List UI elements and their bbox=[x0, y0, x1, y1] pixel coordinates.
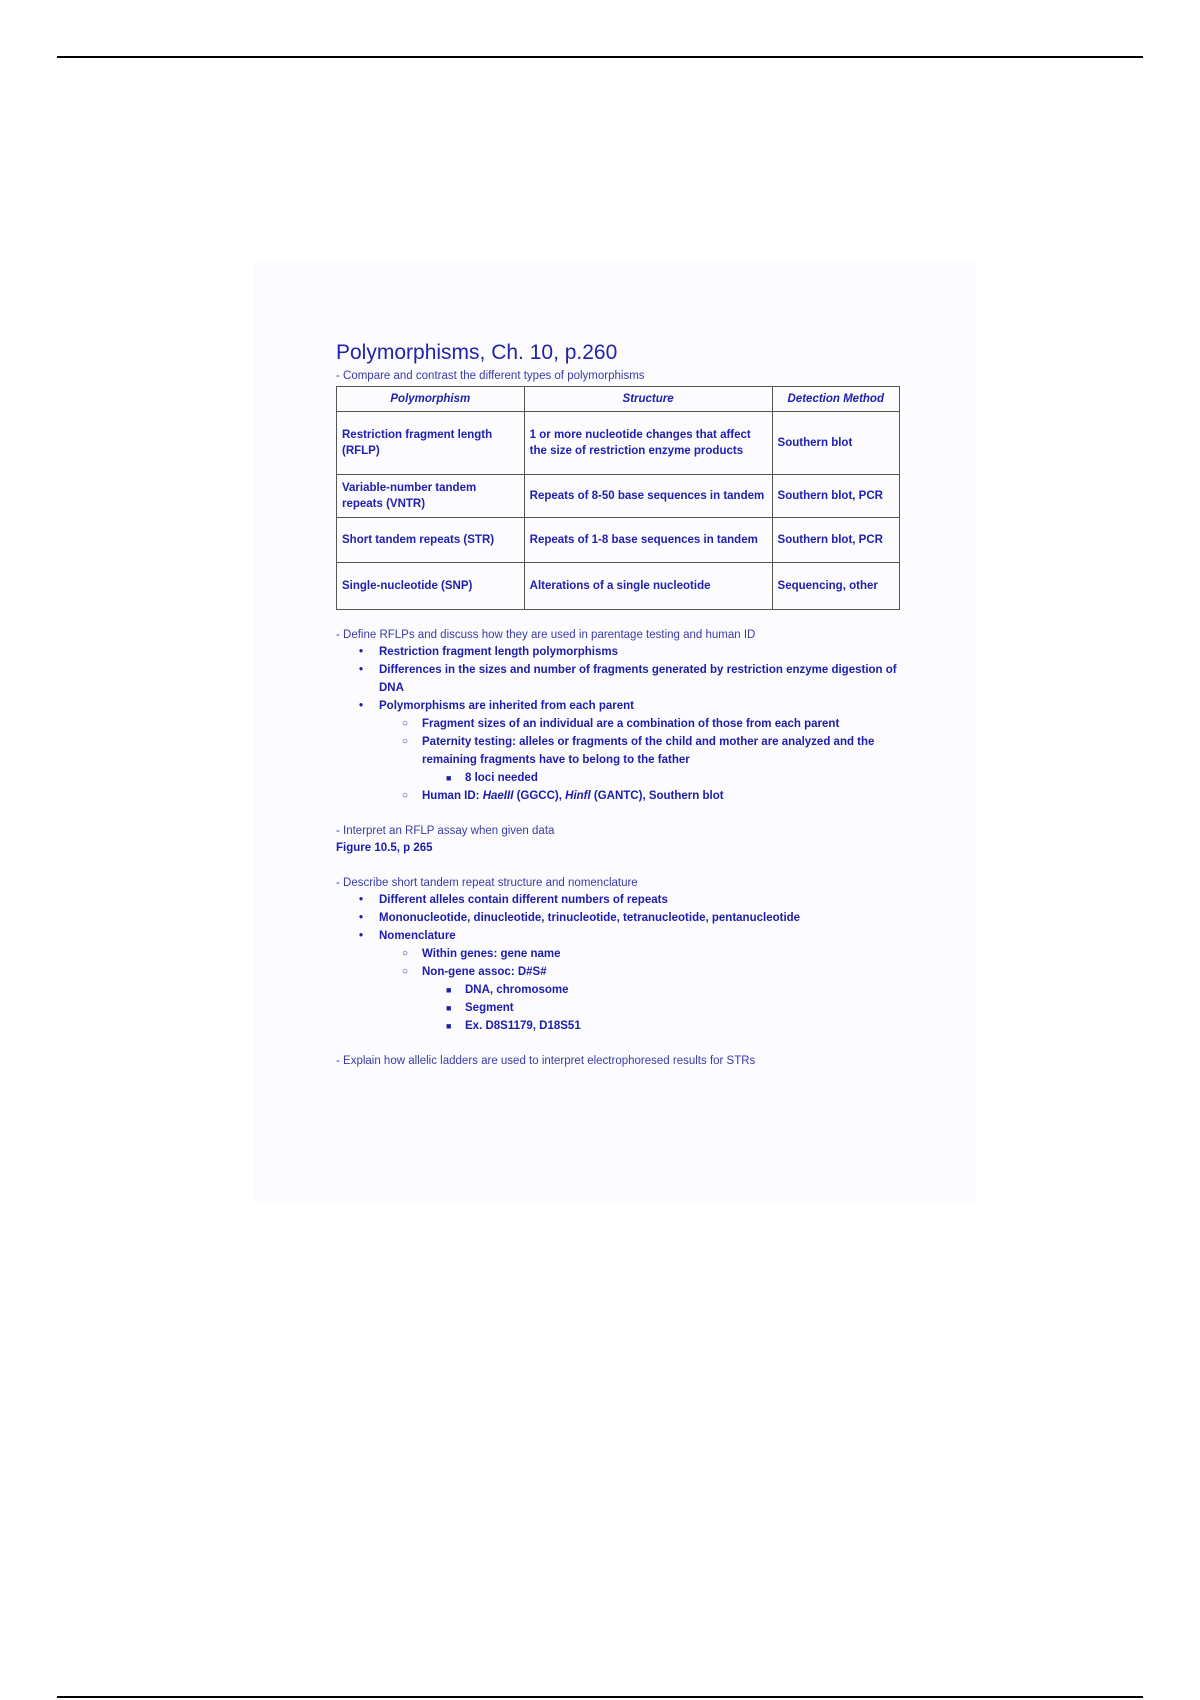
header-detection: Detection Method bbox=[772, 387, 899, 412]
rflp-sublist bbox=[379, 715, 902, 805]
list-item: ○ Paternity testing: alleles or fragments of the child and mother are analyzed and the remaining fragments have to belong to the father ■ 8 loci needed bbox=[379, 733, 902, 787]
document-content bbox=[336, 340, 902, 1069]
table-header-row bbox=[337, 387, 900, 412]
list-item: • Differences in the sizes and number of fragments generated by restriction enzyme digestion of DNA bbox=[336, 661, 902, 697]
list-item: • Nomenclature ○ Within genes: gene name ○ Non-gene assoc: D#S# ■ DNA, chromosome ■ Segment ■ Ex. D8S1179, D18S51 bbox=[336, 927, 902, 1035]
circle-bullet-icon: ○ bbox=[402, 736, 409, 747]
square-bullet-icon: ■ bbox=[446, 773, 452, 783]
cell-detection: Southern blot bbox=[772, 412, 899, 475]
list-item: ■ Segment bbox=[422, 999, 902, 1017]
rflp-list bbox=[336, 643, 902, 805]
list-item: • Restriction fragment length polymorphisms bbox=[336, 643, 902, 661]
bottom-rule bbox=[57, 1696, 1143, 1698]
ladders-section bbox=[336, 1053, 902, 1069]
circle-bullet-icon: ○ bbox=[402, 966, 409, 977]
bullet-icon: • bbox=[359, 700, 364, 712]
list-item: ■ Ex. D8S1179, D18S51 bbox=[422, 1017, 902, 1035]
cell-detection: Sequencing, other bbox=[772, 563, 899, 610]
cell-structure: Repeats of 8-50 base sequences in tandem bbox=[524, 475, 772, 518]
circle-bullet-icon: ○ bbox=[402, 790, 409, 801]
cell-polymorphism: Single-nucleotide (SNP) bbox=[337, 563, 525, 610]
str-section bbox=[336, 875, 902, 1035]
nomenclature-sublist bbox=[379, 945, 902, 1035]
compare-prompt: - Compare and contrast the different types of polymorphisms bbox=[336, 370, 645, 382]
list-item: ■ 8 loci needed bbox=[422, 769, 902, 787]
top-rule bbox=[57, 56, 1143, 58]
bullet-icon: • bbox=[359, 646, 364, 658]
cell-detection: Southern blot, PCR bbox=[772, 518, 899, 563]
bullet-icon: • bbox=[359, 894, 364, 906]
table-row bbox=[337, 475, 900, 518]
list-item: • Mononucleotide, dinucleotide, trinucleotide, tetranucleotide, pentanucleotide bbox=[336, 909, 902, 927]
non-gene-sublist bbox=[422, 981, 902, 1035]
list-item: • Different alleles contain different numbers of repeats bbox=[336, 891, 902, 909]
polymorphism-table bbox=[336, 386, 900, 610]
table-row bbox=[337, 518, 900, 563]
list-item: • Polymorphisms are inherited from each parent ○ Fragment sizes of an individual are a combination of those from each parent ○ Paternity testing: alleles or fragments of the child and mother are analyzed and the remaining fragments have to belong to the father ■ 8 loci needed ○ Human ID: HaeIII (GGCC), Hinfl (GANTC), Southern blot bbox=[336, 697, 902, 805]
list-item: ○ Human ID: HaeIII (GGCC), Hinfl (GANTC), Southern blot bbox=[379, 787, 902, 805]
rflp-prompt: - Define RFLPs and discuss how they are used in parentage testing and human ID bbox=[336, 629, 756, 641]
square-bullet-icon: ■ bbox=[446, 1003, 452, 1013]
rflp-section bbox=[336, 627, 902, 805]
header-polymorphism: Polymorphism bbox=[337, 387, 525, 412]
square-bullet-icon: ■ bbox=[446, 985, 452, 995]
bullet-icon: • bbox=[359, 912, 364, 924]
circle-bullet-icon: ○ bbox=[402, 718, 409, 729]
list-item: ○ Fragment sizes of an individual are a combination of those from each parent bbox=[379, 715, 902, 733]
circle-bullet-icon: ○ bbox=[402, 948, 409, 959]
list-item: ■ DNA, chromosome bbox=[422, 981, 902, 999]
cell-structure: Repeats of 1-8 base sequences in tandem bbox=[524, 518, 772, 563]
square-bullet-icon: ■ bbox=[446, 1021, 452, 1031]
cell-polymorphism: Variable-number tandem repeats (VNTR) bbox=[337, 475, 525, 518]
paternity-sublist bbox=[422, 769, 902, 787]
bullet-icon: • bbox=[359, 664, 364, 676]
bullet-icon: • bbox=[359, 930, 364, 942]
str-list bbox=[336, 891, 902, 1035]
table-row bbox=[337, 563, 900, 610]
cell-structure: 1 or more nucleotide changes that affect the size of restriction enzyme products bbox=[524, 412, 772, 475]
interpret-prompt: - Interpret an RFLP assay when given data bbox=[336, 825, 555, 837]
cell-detection: Southern blot, PCR bbox=[772, 475, 899, 518]
table-row bbox=[337, 412, 900, 475]
ladders-prompt: - Explain how allelic ladders are used to interpret electrophoresed results for STRs bbox=[336, 1055, 756, 1067]
header-structure: Structure bbox=[524, 387, 772, 412]
list-item: ○ Non-gene assoc: D#S# ■ DNA, chromosome ■ Segment ■ Ex. D8S1179, D18S51 bbox=[379, 963, 902, 1035]
list-item: ○ Within genes: gene name bbox=[379, 945, 902, 963]
cell-polymorphism: Restriction fragment length (RFLP) bbox=[337, 412, 525, 475]
cell-polymorphism: Short tandem repeats (STR) bbox=[337, 518, 525, 563]
figure-reference: Figure 10.5, p 265 bbox=[336, 842, 433, 854]
cell-structure: Alterations of a single nucleotide bbox=[524, 563, 772, 610]
interpret-section bbox=[336, 823, 902, 857]
page-title: Polymorphisms, Ch. 10, p.260 bbox=[336, 341, 618, 364]
str-prompt: - Describe short tandem repeat structure and nomenclature bbox=[336, 877, 638, 889]
